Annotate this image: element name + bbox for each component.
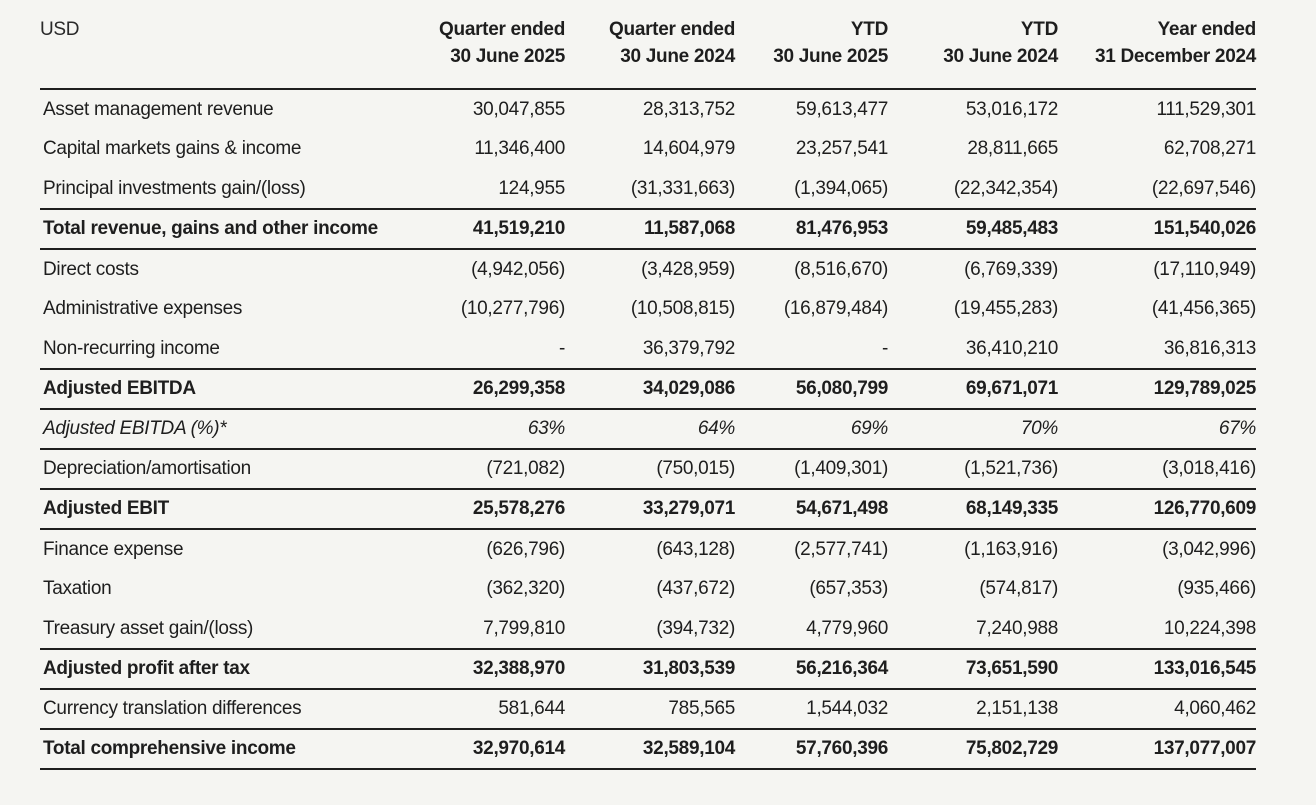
cell-value: 129,789,025 xyxy=(1058,369,1256,409)
cell-value: (10,508,815) xyxy=(630,298,735,319)
cell-value: 4,779,960 xyxy=(806,617,888,639)
cell-value: (6,769,339) xyxy=(964,258,1058,280)
column-header-q2-2025 xyxy=(370,8,565,89)
cell-value: 137,077,007 xyxy=(1058,729,1256,769)
cell-value: 2,151,138 xyxy=(976,698,1058,719)
row-label: Treasury asset gain/(loss) xyxy=(43,617,254,639)
table-row xyxy=(40,369,1256,409)
cell-value: (394,732) xyxy=(656,617,735,639)
cell-value: 53,016,172 xyxy=(965,98,1058,120)
row-label: Taxation xyxy=(43,578,112,599)
column-header-fy-2024 xyxy=(1058,8,1256,89)
cell-value: 56,080,799 xyxy=(735,369,888,409)
cell-value: 69% xyxy=(735,409,888,449)
table-row xyxy=(40,649,1256,689)
cell-value: - xyxy=(558,337,565,359)
cell-value: (1,163,916) xyxy=(964,538,1058,560)
cell-value: 581,644 xyxy=(498,698,565,719)
row-label: Capital markets gains & income xyxy=(43,138,302,159)
cell-value: 36,410,210 xyxy=(965,337,1058,359)
table-row xyxy=(40,729,1256,769)
cell-value: 81,476,953 xyxy=(735,209,888,249)
cell-value: 68,149,335 xyxy=(888,489,1058,529)
cell-value: (574,817) xyxy=(979,578,1058,599)
column-header-line2: 30 June 2025 xyxy=(773,46,888,67)
cell-value: (362,320) xyxy=(486,578,565,599)
cell-value: 11,587,068 xyxy=(565,209,735,249)
table-row xyxy=(40,409,1256,449)
cell-value: (750,015) xyxy=(656,458,735,479)
cell-value: 54,671,498 xyxy=(735,489,888,529)
cell-value: (935,466) xyxy=(1177,578,1256,599)
cell-value: 30,047,855 xyxy=(472,98,565,120)
cell-value: (1,521,736) xyxy=(964,458,1058,479)
header-row xyxy=(40,8,1256,89)
cell-value: 59,485,483 xyxy=(888,209,1058,249)
column-header-q2-2024 xyxy=(565,8,735,89)
cell-value: (643,128) xyxy=(656,538,735,560)
cell-value: (2,577,741) xyxy=(794,538,888,560)
cell-value: 10,224,398 xyxy=(1163,617,1256,639)
cell-value: (19,455,283) xyxy=(953,298,1058,319)
cell-value: 63% xyxy=(370,409,565,449)
table-row xyxy=(40,209,1256,249)
cell-value: 28,811,665 xyxy=(967,138,1058,159)
cell-value: 32,388,970 xyxy=(370,649,565,689)
cell-value: (31,331,663) xyxy=(630,177,735,199)
row-label: Finance expense xyxy=(43,538,184,560)
cell-value: 67% xyxy=(1058,409,1256,449)
cell-value: 36,379,792 xyxy=(642,337,735,359)
cell-value: 57,760,396 xyxy=(735,729,888,769)
cell-value: 28,313,752 xyxy=(642,98,735,120)
cell-value: (17,110,949) xyxy=(1153,258,1256,280)
cell-value: 59,613,477 xyxy=(795,98,888,120)
table-body xyxy=(40,89,1256,769)
row-label: Total revenue, gains and other income xyxy=(40,209,370,249)
cell-value: 14,604,979 xyxy=(642,138,735,159)
column-header-ytd-2024 xyxy=(888,8,1058,89)
cell-value: - xyxy=(881,337,888,359)
cell-value: 4,060,462 xyxy=(1174,698,1256,719)
cell-value: (1,394,065) xyxy=(794,177,888,199)
cell-value: 26,299,358 xyxy=(370,369,565,409)
column-header-line1: YTD xyxy=(1020,19,1058,40)
cell-value: 1,544,032 xyxy=(806,698,888,719)
column-header-line2: 30 June 2025 xyxy=(450,46,565,67)
cell-value: 11,346,400 xyxy=(474,138,565,159)
row-label: Principal investments gain/(loss) xyxy=(43,177,306,199)
cell-value: 70% xyxy=(888,409,1058,449)
column-header-ytd-2025 xyxy=(735,8,888,89)
row-label: Adjusted EBITDA xyxy=(40,369,370,409)
cell-value: 785,565 xyxy=(668,698,735,719)
cell-value: 32,589,104 xyxy=(565,729,735,769)
cell-value: 124,955 xyxy=(498,177,565,199)
column-header-line1: YTD xyxy=(850,19,888,40)
cell-value: (3,428,959) xyxy=(641,258,735,280)
table-row xyxy=(40,89,1256,129)
cell-value: 34,029,086 xyxy=(565,369,735,409)
cell-value: (10,277,796) xyxy=(460,298,565,319)
table-row xyxy=(40,609,1256,649)
cell-value: (41,456,365) xyxy=(1151,298,1256,319)
column-header-line2: 30 June 2024 xyxy=(943,46,1058,67)
column-header-line1: Quarter ended xyxy=(439,19,565,40)
cell-value: 133,016,545 xyxy=(1058,649,1256,689)
cell-value: 32,970,614 xyxy=(370,729,565,769)
cell-value: (437,672) xyxy=(656,578,735,599)
cell-value: 151,540,026 xyxy=(1058,209,1256,249)
cell-value: (1,409,301) xyxy=(794,458,888,479)
row-label: Adjusted EBITDA (%)* xyxy=(40,409,370,449)
cell-value: (4,942,056) xyxy=(471,258,565,280)
column-header-line1: Year ended xyxy=(1157,19,1256,40)
row-label: Non-recurring income xyxy=(43,337,220,359)
cell-value: 23,257,541 xyxy=(795,138,888,159)
table-row xyxy=(40,689,1256,729)
row-label: Adjusted profit after tax xyxy=(40,649,370,689)
table-row xyxy=(40,489,1256,529)
cell-value: (22,697,546) xyxy=(1151,177,1256,199)
cell-value: 7,799,810 xyxy=(483,617,565,639)
table-row xyxy=(40,529,1256,569)
cell-value: 75,802,729 xyxy=(888,729,1058,769)
cell-value: (626,796) xyxy=(486,538,565,560)
table-row xyxy=(40,129,1256,169)
cell-value: (3,042,996) xyxy=(1162,538,1256,560)
column-header-line1: Quarter ended xyxy=(609,19,735,40)
column-header-line2: 31 December 2024 xyxy=(1094,46,1256,67)
row-label: Direct costs xyxy=(43,258,139,280)
row-label: Administrative expenses xyxy=(43,298,243,319)
table-row xyxy=(40,169,1256,209)
column-header-line2: 30 June 2024 xyxy=(620,46,735,67)
table-row xyxy=(40,249,1256,289)
cell-value: 111,529,301 xyxy=(1156,98,1256,120)
cell-value: (8,516,670) xyxy=(794,258,888,280)
income-statement-table xyxy=(40,8,1256,770)
cell-value: 7,240,988 xyxy=(976,617,1058,639)
cell-value: 36,816,313 xyxy=(1163,337,1256,359)
row-label: Currency translation differences xyxy=(43,698,302,719)
currency-unit-label: USD xyxy=(40,8,370,89)
cell-value: 64% xyxy=(565,409,735,449)
table-header xyxy=(40,8,1256,89)
row-label: Total comprehensive income xyxy=(40,729,370,769)
row-label: Asset management revenue xyxy=(43,98,274,120)
cell-value: (721,082) xyxy=(486,458,565,479)
cell-value: (16,879,484) xyxy=(783,298,888,319)
cell-value: 56,216,364 xyxy=(735,649,888,689)
table-row xyxy=(40,449,1256,489)
cell-value: 69,671,071 xyxy=(888,369,1058,409)
table-row xyxy=(40,329,1256,369)
cell-value: 41,519,210 xyxy=(370,209,565,249)
cell-value: 31,803,539 xyxy=(565,649,735,689)
cell-value: 126,770,609 xyxy=(1058,489,1256,529)
row-label: Adjusted EBIT xyxy=(40,489,370,529)
row-label: Depreciation/amortisation xyxy=(43,458,251,479)
cell-value: 73,651,590 xyxy=(888,649,1058,689)
cell-value: (22,342,354) xyxy=(953,177,1058,199)
cell-value: 33,279,071 xyxy=(565,489,735,529)
cell-value: 62,708,271 xyxy=(1163,138,1256,159)
table-row xyxy=(40,569,1256,609)
cell-value: (657,353) xyxy=(809,578,888,599)
cell-value: (3,018,416) xyxy=(1162,458,1256,479)
cell-value: 25,578,276 xyxy=(370,489,565,529)
table-row xyxy=(40,289,1256,329)
